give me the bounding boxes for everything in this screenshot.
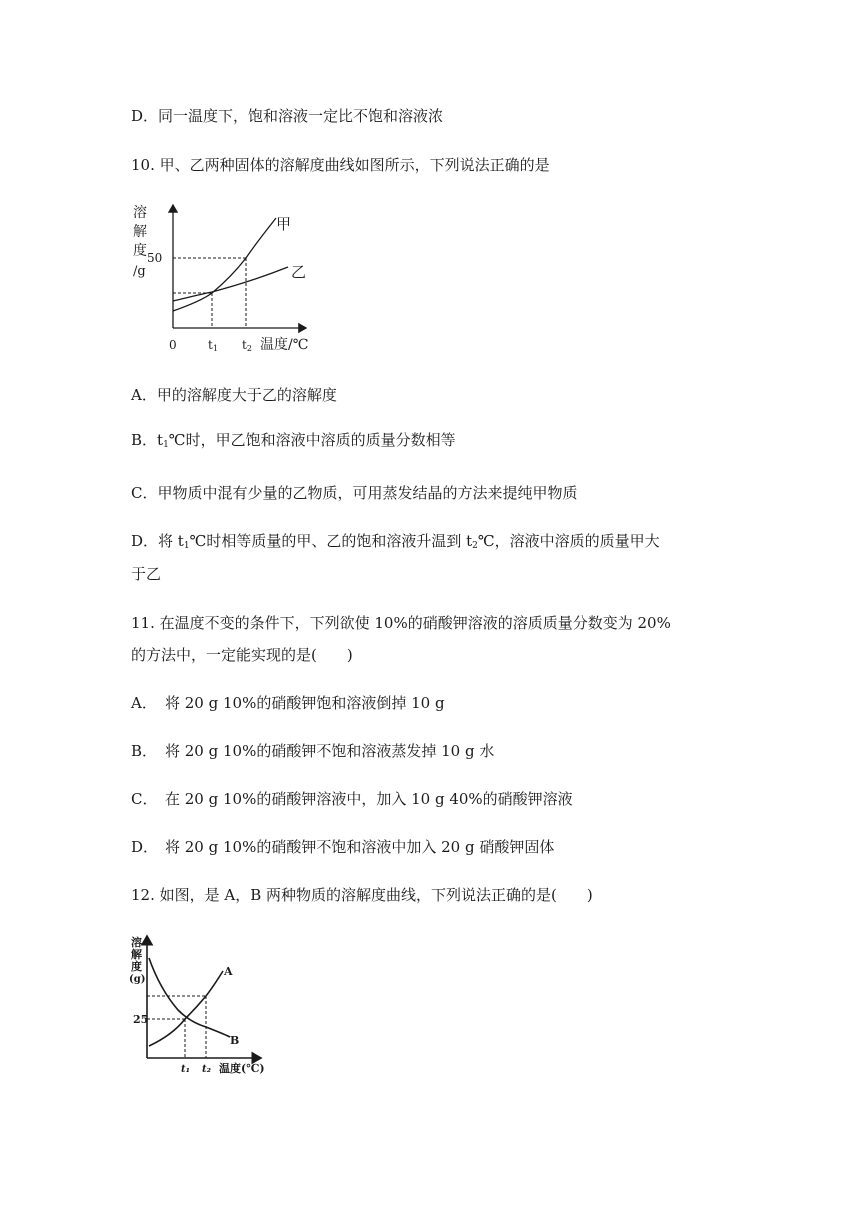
q10-option-b: B．$t_1℃$时，甲乙饱和溶液中溶质的质量分数相等 (131, 431, 456, 450)
q11-stem-2: 的方法中，一定能实现的是( ) (131, 646, 353, 664)
q12-y-label-3: 度 (131, 960, 142, 973)
q12-x-tick-t1: t₁ (181, 1064, 190, 1075)
q11-option-b: B． 将 20 g 10%的硝酸钾不饱和溶液蒸发掉 10 g 水 (131, 742, 495, 760)
q12-x-tick-t2: t₂ (202, 1064, 211, 1075)
q12-curve-b (149, 958, 230, 1037)
q11-option-d: D． 将 20 g 10%的硝酸钾不饱和溶液中加入 20 g 硝酸钾固体 (131, 838, 555, 856)
q10-curve-yi (173, 267, 288, 301)
q11-stem-1: 11. 在温度不变的条件下，下列欲使 10%的硝酸钾溶液的溶质质量分数变为 20% (131, 614, 671, 632)
q12-y-label-1: 溶 (131, 936, 142, 949)
q12-label-a: A (224, 965, 233, 978)
q10-label-yi: 乙 (291, 263, 307, 281)
q12-stem: 12. 如图，是 A，B 两种物质的溶解度曲线，下列说法正确的是( ) (131, 886, 593, 904)
q11-option-a: A． 将 20 g 10%的硝酸钾饱和溶液倒掉 10 g (131, 694, 445, 712)
q12-y-tick-25: 25 (133, 1013, 149, 1026)
q10-y-label-1: 溶 (133, 205, 147, 221)
q10-solubility-chart (128, 197, 328, 363)
q10-x-label: 温度/℃ (260, 337, 309, 353)
q10-label-jia: 甲 (276, 215, 292, 233)
q10-y-label-4: /g (133, 264, 146, 279)
q10-option-d: D．将 $t_1℃$时相等质量的甲、乙的饱和溶液升温到 $t_2℃$，溶液中溶质的质量甲大 (131, 532, 660, 551)
q10-stem: 10. 甲、乙两种固体的溶解度曲线如图所示，下列说法正确的是 (131, 156, 550, 174)
q10-option-c: C．甲物质中混有少量的乙物质，可用蒸发结晶的方法来提纯甲物质 (131, 484, 578, 502)
q11-option-c: C． 在 20 g 10%的硝酸钾溶液中，加入 10 g 40%的硝酸钾溶液 (131, 790, 573, 808)
q10-x-tick-t2: t2 (242, 338, 252, 353)
q12-solubility-chart (128, 930, 288, 1084)
q12-label-b: B (230, 1034, 240, 1047)
q12-y-label-4: (g) (129, 974, 146, 985)
q10-option-a: A．甲的溶解度大于乙的溶解度 (131, 386, 337, 404)
q10-x-tick-t1: t1 (208, 338, 218, 353)
q10-y-tick-50: 50 (147, 251, 163, 265)
q9-option-d: D．同一温度下，饱和溶液一定比不饱和溶液浓 (131, 107, 444, 125)
q10-option-d-cont: 于乙 (131, 565, 162, 583)
q10-y-label-2: 解 (133, 224, 147, 240)
q12-y-label-2: 解 (131, 948, 142, 961)
q12-x-label: 温度(℃) (219, 1062, 265, 1075)
q10-origin: 0 (169, 338, 177, 352)
q10-y-label-3: 度 (133, 243, 147, 259)
